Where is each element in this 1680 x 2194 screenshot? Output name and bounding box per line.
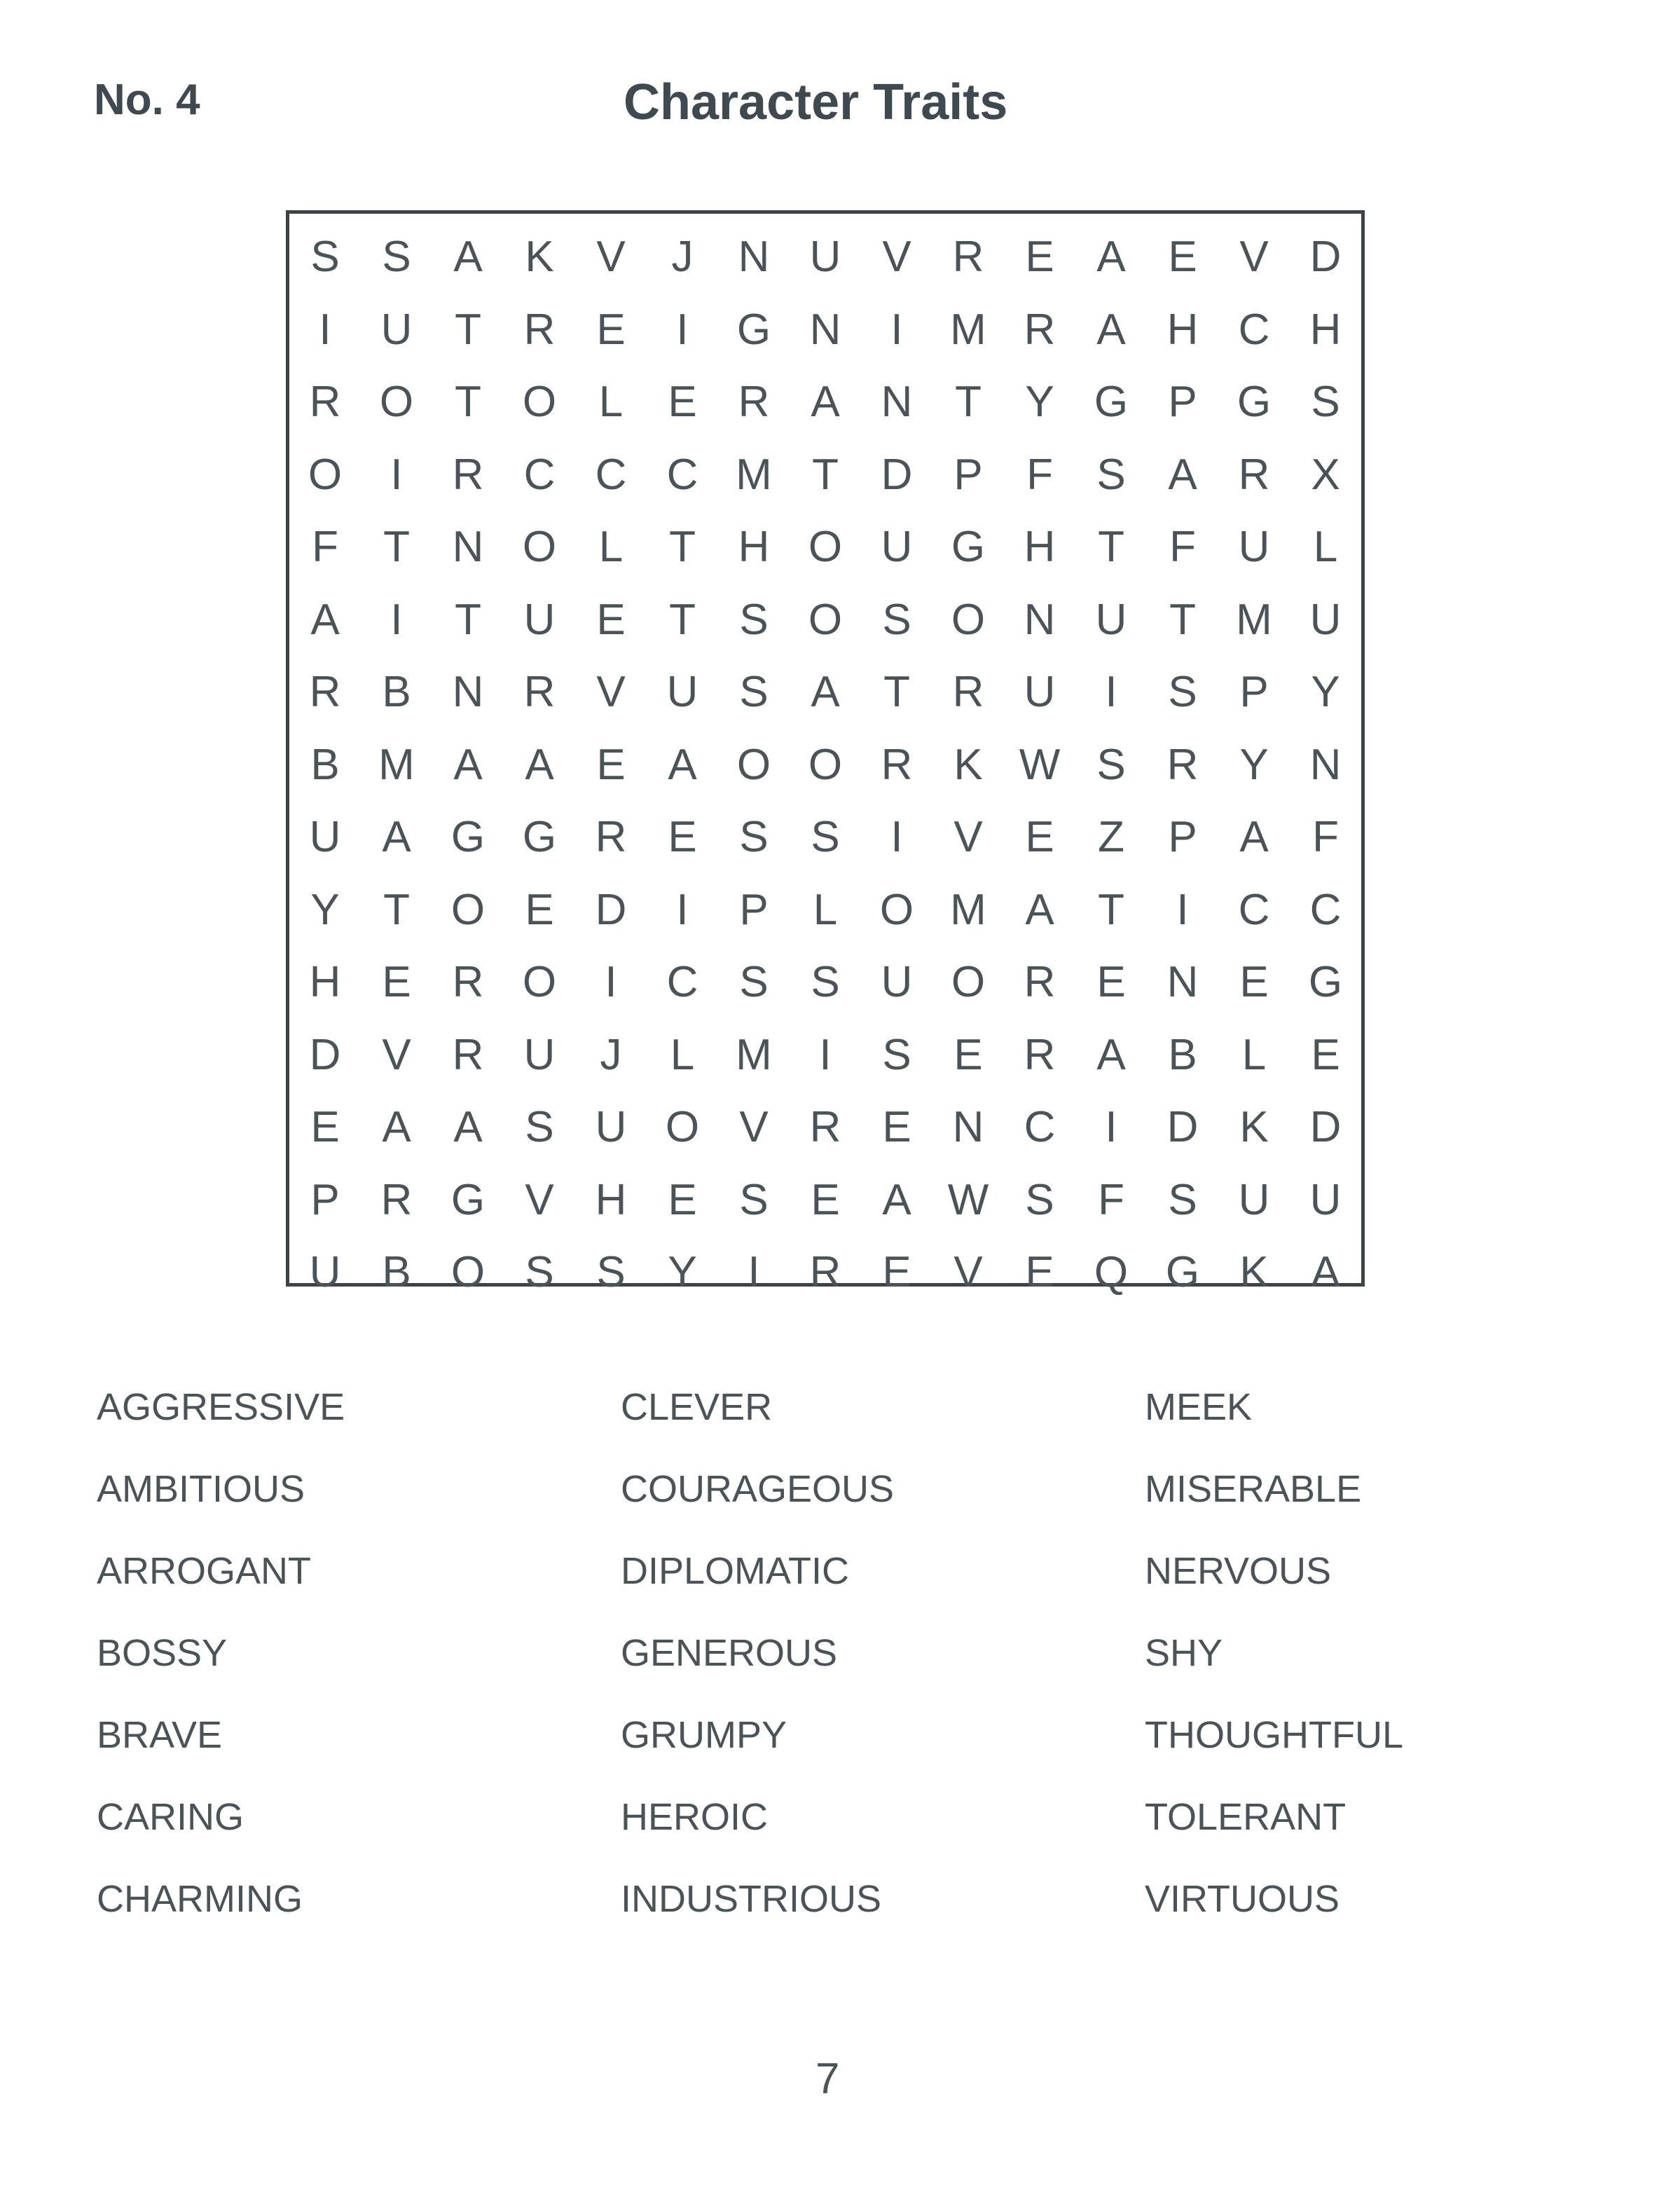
- grid-letter: G: [1165, 1248, 1200, 1297]
- word-list-item: NERVOUS: [1145, 1550, 1332, 1592]
- grid-letter: S: [882, 595, 911, 644]
- grid-letter: M: [736, 450, 772, 499]
- grid-letter: B: [1168, 1030, 1197, 1079]
- grid-letter: E: [882, 1248, 911, 1297]
- grid-letter: F: [312, 523, 338, 572]
- grid-letter: T: [812, 450, 839, 499]
- grid-letter: T: [1098, 885, 1124, 934]
- grid-letter: S: [739, 595, 769, 644]
- grid-letter: R: [738, 378, 770, 427]
- grid-letter: U: [380, 305, 413, 354]
- grid-letter: R: [309, 668, 341, 717]
- grid-letter: T: [383, 523, 410, 572]
- grid-letter: U: [1238, 523, 1270, 572]
- grid-letter: I: [676, 885, 689, 934]
- grid-letter: N: [809, 305, 841, 354]
- grid-letter: R: [452, 450, 484, 499]
- grid-letter: K: [525, 233, 554, 282]
- grid-letter: R: [452, 1030, 484, 1079]
- grid-letter: N: [881, 378, 913, 427]
- grid-letter: O: [808, 523, 843, 572]
- grid-letter: P: [953, 450, 983, 499]
- word-list-item: COURAGEOUS: [621, 1468, 895, 1510]
- grid-letter: C: [523, 450, 556, 499]
- grid-letter: T: [455, 595, 481, 644]
- word-list-item: AMBITIOUS: [97, 1468, 305, 1510]
- grid-letter: V: [882, 233, 911, 282]
- grid-letter: U: [881, 958, 913, 1007]
- grid-letter: M: [736, 1030, 772, 1079]
- grid-letter: T: [669, 595, 696, 644]
- grid-letter: S: [1168, 1175, 1197, 1224]
- grid-letter: T: [455, 305, 481, 354]
- grid-letter: R: [309, 378, 341, 427]
- grid-letter: U: [309, 1248, 341, 1297]
- grid-letter: S: [1311, 378, 1340, 427]
- grid-letter: Y: [668, 1248, 697, 1297]
- grid-letter: T: [1169, 595, 1196, 644]
- grid-letter: I: [1105, 1103, 1117, 1152]
- grid-letter: S: [811, 958, 840, 1007]
- grid-letter: T: [383, 885, 410, 934]
- grid-letter: L: [1313, 523, 1338, 572]
- page-title: Character Traits: [624, 74, 1008, 130]
- grid-letter: N: [1024, 595, 1056, 644]
- grid-letter: Y: [1239, 740, 1269, 789]
- grid-letter: L: [598, 523, 624, 572]
- grid-letter: E: [811, 1175, 840, 1224]
- grid-letter: H: [1024, 523, 1056, 572]
- grid-letter: A: [382, 1103, 411, 1152]
- grid-letter: P: [1239, 668, 1269, 717]
- grid-letter: R: [1024, 305, 1056, 354]
- word-list-item: AGGRESSIVE: [97, 1386, 345, 1428]
- grid-letter: N: [1309, 740, 1342, 789]
- grid-letter: A: [1096, 1030, 1126, 1079]
- grid-letter: G: [1094, 378, 1129, 427]
- grid-letter: E: [668, 1175, 697, 1224]
- grid-letter: M: [1236, 595, 1272, 644]
- grid-letter: A: [310, 595, 340, 644]
- grid-letter: V: [953, 813, 983, 862]
- word-list-item: MISERABLE: [1145, 1468, 1362, 1510]
- grid-letter: H: [595, 1175, 627, 1224]
- grid-letter: S: [310, 233, 340, 282]
- grid-letter: I: [390, 595, 403, 644]
- grid-letter: O: [450, 885, 486, 934]
- grid-letter: O: [522, 523, 557, 572]
- grid-letter: S: [525, 1103, 554, 1152]
- word-list-item: ARROGANT: [97, 1550, 312, 1592]
- grid-letter: Y: [1311, 668, 1340, 717]
- grid-letter: U: [666, 668, 698, 717]
- word-list-item: BOSSY: [97, 1632, 228, 1674]
- grid-letter: V: [382, 1030, 411, 1079]
- grid-letter: H: [309, 958, 341, 1007]
- grid-letter: B: [382, 668, 411, 717]
- grid-letter: I: [319, 305, 331, 354]
- grid-letter: H: [738, 523, 770, 572]
- grid-letter: V: [596, 233, 626, 282]
- grid-letter: E: [596, 740, 626, 789]
- grid-letter: S: [1025, 1175, 1054, 1224]
- grid-letter: O: [308, 450, 343, 499]
- grid-letter: X: [1311, 450, 1340, 499]
- grid-letter: E: [1311, 1030, 1340, 1079]
- grid-letter: R: [523, 668, 556, 717]
- grid-letter: E: [310, 1103, 340, 1152]
- grid-letter: I: [1176, 885, 1189, 934]
- grid-letter: A: [1096, 233, 1126, 282]
- grid-letter: I: [890, 813, 903, 862]
- grid-letter: E: [596, 305, 626, 354]
- grid-letter: I: [390, 450, 403, 499]
- grid-letter: L: [813, 885, 838, 934]
- grid-letter: C: [1024, 1103, 1056, 1152]
- grid-letter: E: [953, 1030, 983, 1079]
- grid-letter: S: [739, 668, 769, 717]
- grid-letter: P: [310, 1175, 340, 1224]
- grid-letter: S: [882, 1030, 911, 1079]
- grid-letter: K: [1239, 1103, 1269, 1152]
- grid-letter: F: [1026, 450, 1053, 499]
- grid-letter: V: [953, 1248, 983, 1297]
- grid-letter: E: [525, 885, 554, 934]
- grid-letter: C: [666, 450, 698, 499]
- grid-letter: R: [452, 958, 484, 1007]
- grid-letter: V: [525, 1175, 554, 1224]
- word-list-item: TOLERANT: [1145, 1796, 1347, 1838]
- word-list-item: VIRTUOUS: [1145, 1878, 1340, 1920]
- grid-letter: E: [668, 813, 697, 862]
- grid-letter: A: [453, 740, 483, 789]
- grid-letter: R: [809, 1248, 841, 1297]
- grid-letter: G: [951, 523, 986, 572]
- grid-letter: T: [1098, 523, 1124, 572]
- grid-letter: O: [951, 595, 986, 644]
- grid-letter: G: [1237, 378, 1272, 427]
- grid-letter: A: [1239, 813, 1269, 862]
- grid-letter: P: [1168, 813, 1197, 862]
- grid-letter: W: [947, 1175, 989, 1224]
- grid-letter: U: [1238, 1175, 1270, 1224]
- grid-letter: U: [1309, 595, 1342, 644]
- grid-letter: E: [596, 595, 626, 644]
- grid-letter: E: [1239, 958, 1269, 1007]
- grid-letter: G: [522, 813, 557, 862]
- grid-letter: O: [522, 378, 557, 427]
- grid-letter: V: [1239, 233, 1269, 282]
- grid-letter: U: [1024, 668, 1056, 717]
- grid-letter: I: [890, 305, 903, 354]
- grid-letter: M: [950, 305, 986, 354]
- grid-letter: H: [1309, 305, 1342, 354]
- grid-letter: A: [382, 813, 411, 862]
- grid-letter: A: [525, 740, 554, 789]
- word-search-grid: [286, 210, 1365, 1297]
- grid-letter: S: [1096, 740, 1126, 789]
- grid-letter: U: [809, 233, 841, 282]
- word-list-item: SHY: [1145, 1632, 1223, 1674]
- grid-letter: S: [1168, 668, 1197, 717]
- grid-letter: I: [676, 305, 689, 354]
- word-list-item: CARING: [97, 1796, 245, 1838]
- grid-letter: T: [455, 378, 481, 427]
- grid-letter: D: [595, 885, 627, 934]
- grid-letter: R: [595, 813, 627, 862]
- grid-letter: B: [382, 1248, 411, 1297]
- grid-letter: A: [1025, 885, 1054, 934]
- word-list-item: CHARMING: [97, 1878, 303, 1920]
- grid-letter: C: [595, 450, 627, 499]
- grid-letter: G: [736, 305, 771, 354]
- grid-letter: L: [670, 1030, 695, 1079]
- grid-letter: O: [808, 595, 843, 644]
- grid-letter: D: [881, 450, 913, 499]
- grid-letter: F: [1312, 813, 1339, 862]
- grid-letter: O: [665, 1103, 700, 1152]
- grid-letter: C: [1238, 885, 1270, 934]
- grid-letter: N: [952, 1103, 984, 1152]
- grid-letter: R: [523, 305, 556, 354]
- grid-letter: R: [881, 740, 913, 789]
- word-list-item: BRAVE: [97, 1714, 223, 1756]
- grid-letter: Z: [1098, 813, 1124, 862]
- grid-letter: U: [1095, 595, 1127, 644]
- grid-letter: D: [1309, 1103, 1342, 1152]
- grid-letter: A: [1168, 450, 1197, 499]
- grid-letter: O: [736, 740, 771, 789]
- word-list-item: GRUMPY: [621, 1714, 787, 1756]
- grid-letter: A: [453, 1103, 483, 1152]
- grid-letter: V: [596, 668, 626, 717]
- grid-letter: I: [1105, 668, 1117, 717]
- grid-letter: S: [739, 813, 769, 862]
- grid-letter: L: [1241, 1030, 1267, 1079]
- grid-letter: U: [523, 595, 556, 644]
- grid-letter: K: [1239, 1248, 1269, 1297]
- grid-letter: Y: [310, 885, 340, 934]
- grid-letter: O: [522, 958, 557, 1007]
- puzzle-number: No. 4: [94, 76, 200, 124]
- grid-letter: S: [739, 1175, 769, 1224]
- grid-letter: A: [882, 1175, 911, 1224]
- grid-letter: R: [952, 233, 984, 282]
- grid-letter: E: [1096, 958, 1126, 1007]
- grid-letter: L: [598, 378, 624, 427]
- grid-letter: G: [450, 813, 486, 862]
- grid-letter: O: [450, 1248, 486, 1297]
- word-column-3: [1145, 1366, 1635, 1940]
- grid-letter: S: [382, 233, 411, 282]
- word-column-1: [97, 1366, 587, 1940]
- grid-letter: N: [452, 523, 484, 572]
- grid-letter: A: [1311, 1248, 1340, 1297]
- grid-letter: J: [671, 233, 694, 282]
- grid-letter: E: [1025, 1248, 1054, 1297]
- grid-letter: M: [950, 885, 986, 934]
- word-list-item: MEEK: [1145, 1386, 1253, 1428]
- grid-letter: R: [380, 1175, 413, 1224]
- grid-letter: E: [382, 958, 411, 1007]
- grid-letter: T: [955, 378, 982, 427]
- grid-letter: O: [879, 885, 914, 934]
- grid-letter: F: [1169, 523, 1196, 572]
- grid-letter: U: [523, 1030, 556, 1079]
- grid-letter: C: [1309, 885, 1342, 934]
- grid-letter: R: [1166, 740, 1199, 789]
- grid-letter: U: [881, 523, 913, 572]
- grid-letter: R: [1238, 450, 1270, 499]
- grid-letter: Y: [1025, 378, 1054, 427]
- grid-letter: S: [739, 958, 769, 1007]
- word-list-item: DIPLOMATIC: [621, 1550, 850, 1592]
- grid-letter: W: [1019, 740, 1061, 789]
- grid-letter: U: [309, 813, 341, 862]
- grid-letter: I: [819, 1030, 832, 1079]
- grid-letter: K: [953, 740, 983, 789]
- grid-letter: I: [605, 958, 617, 1007]
- grid-letter: E: [668, 378, 697, 427]
- grid-letter: H: [1166, 305, 1199, 354]
- grid-letter: N: [1166, 958, 1199, 1007]
- grid-letter: O: [951, 958, 986, 1007]
- grid-letter: R: [1024, 958, 1056, 1007]
- grid-letter: D: [309, 1030, 341, 1079]
- grid-letter: T: [669, 523, 696, 572]
- grid-letter: P: [1168, 378, 1197, 427]
- grid-letter: S: [596, 1248, 626, 1297]
- grid-letter: C: [666, 958, 698, 1007]
- grid-letter: S: [811, 813, 840, 862]
- grid-letter: A: [811, 378, 840, 427]
- grid-letter: U: [1309, 1175, 1342, 1224]
- grid-letter: T: [883, 668, 910, 717]
- grid-letter: O: [379, 378, 414, 427]
- grid-letter: S: [525, 1248, 554, 1297]
- word-column-2: [621, 1366, 1111, 1940]
- grid-letter: A: [668, 740, 697, 789]
- grid-letter: R: [809, 1103, 841, 1152]
- grid-letter: P: [739, 885, 769, 934]
- grid-letter: R: [1024, 1030, 1056, 1079]
- grid-letter: A: [811, 668, 840, 717]
- word-list-item: HEROIC: [621, 1796, 769, 1838]
- grid-letter: E: [1025, 233, 1054, 282]
- grid-letter: B: [310, 740, 340, 789]
- page-number: 7: [815, 2055, 840, 2103]
- grid-cells: [289, 221, 1361, 1309]
- grid-letter: D: [1309, 233, 1342, 282]
- grid-letter: F: [1098, 1175, 1124, 1224]
- grid-letter: G: [1308, 958, 1343, 1007]
- grid-letter: M: [378, 740, 415, 789]
- grid-letter: I: [748, 1248, 760, 1297]
- grid-letter: J: [600, 1030, 622, 1079]
- grid-letter: E: [1168, 233, 1197, 282]
- grid-letter: A: [453, 233, 483, 282]
- word-list-item: THOUGHTFUL: [1145, 1714, 1403, 1756]
- grid-letter: C: [1238, 305, 1270, 354]
- grid-letter: D: [1166, 1103, 1199, 1152]
- grid-letter: G: [450, 1175, 486, 1224]
- grid-letter: E: [1025, 813, 1054, 862]
- grid-letter: A: [1096, 305, 1126, 354]
- word-list-item: INDUSTRIOUS: [621, 1878, 882, 1920]
- grid-letter: Q: [1094, 1248, 1129, 1297]
- word-list-item: GENEROUS: [621, 1632, 838, 1674]
- grid-letter: E: [882, 1103, 911, 1152]
- word-list-item: CLEVER: [621, 1386, 773, 1428]
- grid-letter: R: [952, 668, 984, 717]
- grid-letter: N: [452, 668, 484, 717]
- grid-letter: U: [595, 1103, 627, 1152]
- grid-letter: N: [738, 233, 770, 282]
- word-list: [0, 1366, 1680, 1962]
- grid-letter: O: [808, 740, 843, 789]
- grid-letter: S: [1096, 450, 1126, 499]
- grid-letter: V: [739, 1103, 769, 1152]
